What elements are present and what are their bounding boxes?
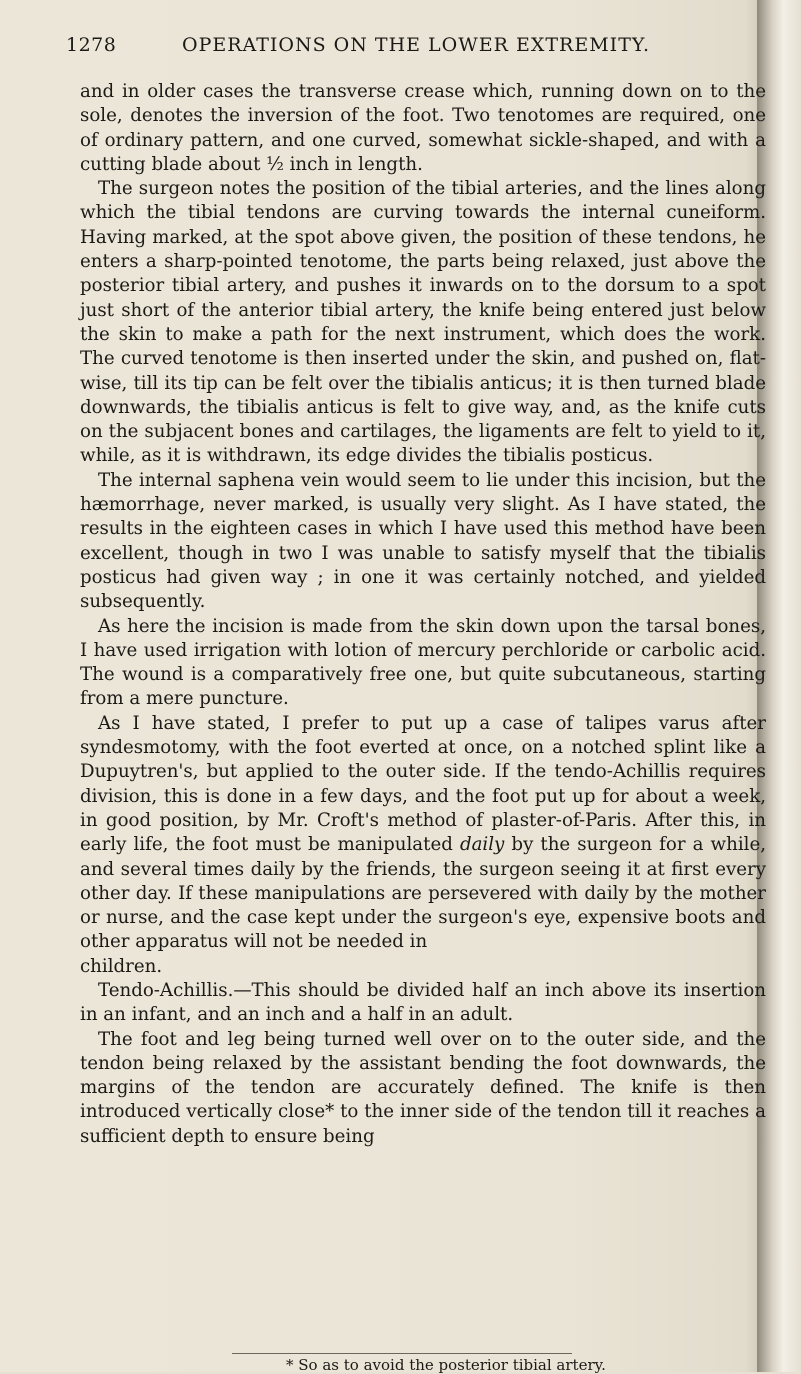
paragraph: The internal saphena vein would seem to lie under this incision, but the hæmorrhage, never marked, is usually very slight. As I have stated, the results in the eighteen cases in which I have used this method have been excellent, though in two I was unable to satisfy myself that the tibialis posticus had given way ; in one it was certainly notched, and yielded subsequently. bbox=[80, 469, 766, 613]
footnote-marker: * bbox=[325, 1101, 335, 1123]
paragraph-text: to the inner side of the tendon till it reaches a sufficient depth to ensure being bbox=[80, 1101, 767, 1147]
section-heading: Tendo-Achillis. bbox=[98, 979, 234, 1001]
paragraph: and in older cases the transverse crease which, running down on to the sole, denotes the inversion of the foot. Two tenotomes are required, one of ordinary pattern, and one curved, somewhat sickle-shaped, and with a cutting blade about ½ inch in length. bbox=[80, 81, 766, 175]
paragraph-text: The foot and leg being turned well over on to the outer side, and the tendon being relaxed by the assistant bending the foot downwards, the margins of the tendon are accurately defined. The knife is then introduced vertically close bbox=[80, 1028, 766, 1123]
paragraph bbox=[80, 1028, 766, 1149]
body-text bbox=[80, 80, 766, 1149]
running-title: OPERATIONS ON THE LOWER EXTREMITY. bbox=[182, 34, 650, 56]
paragraph-with-italic bbox=[80, 712, 766, 955]
paragraph-text: As I have stated, I prefer to put up a case of talipes varus after syndesmotomy, with the foot everted at once, on a notched splint like a Dupuytren's, but applied to the outer side. If the tendo-Achillis requires division, this is done in a few days, and the foot put up for about a week, in good position, by Mr. Croft's method of plaster-of-Paris. After this, in early life, the foot must be manipulated bbox=[80, 712, 766, 856]
paragraph-continuation: children. bbox=[80, 955, 163, 977]
paragraph: The surgeon notes the position of the tibial arteries, and the lines along which the tibial tendons are curving towards the internal cuneiform. Having marked, at the spot above given, the position of these tendons, he enters a sharp-pointed tenotome, the parts being relaxed, just above the posterior tibial artery, and pushes it inwards on to the dorsum to a spot just short of the anterior tibial artery, the knife being entered just below the skin to make a path for the next instrument, which does the work. The curved tenotome is then inserted under the skin, and pushed on, flat-wise, till its tip can be felt over the tibialis anticus; it is then turned blade downwards, the tibialis anticus is felt to give way, and, as the knife cuts on the subjacent bones and cartilages, the ligaments are felt to yield to it, while, as it is withdrawn, its edge divides the tibialis posticus. bbox=[80, 178, 766, 467]
paragraph-text: by the surgeon for a while, and several times daily by the friends, the surgeon seeing it at first every other day. If these manipulations are persevered with daily by the mother or nurse, and the case kept under the surgeon's eye, expensive boots and other apparatus will not be needed in bbox=[80, 834, 766, 953]
section-paragraph bbox=[80, 979, 766, 1028]
footnote: * So as to avoid the posterior tibial artery. bbox=[286, 1356, 606, 1374]
italic-word: daily bbox=[459, 834, 505, 856]
page-number: 1278 bbox=[66, 34, 117, 56]
paragraph: As here the incision is made from the skin down upon the tarsal bones, I have used irrigation with lotion of mercury perchloride or carbolic acid. The wound is a comparatively free one, but quite subcutaneous, starting from a mere puncture. bbox=[80, 615, 766, 710]
running-header bbox=[66, 32, 766, 60]
footnote-rule bbox=[232, 1353, 572, 1354]
section-text: —This should be divided half an inch above its insertion in an infant, and an inch and a half in an adult. bbox=[80, 979, 766, 1026]
